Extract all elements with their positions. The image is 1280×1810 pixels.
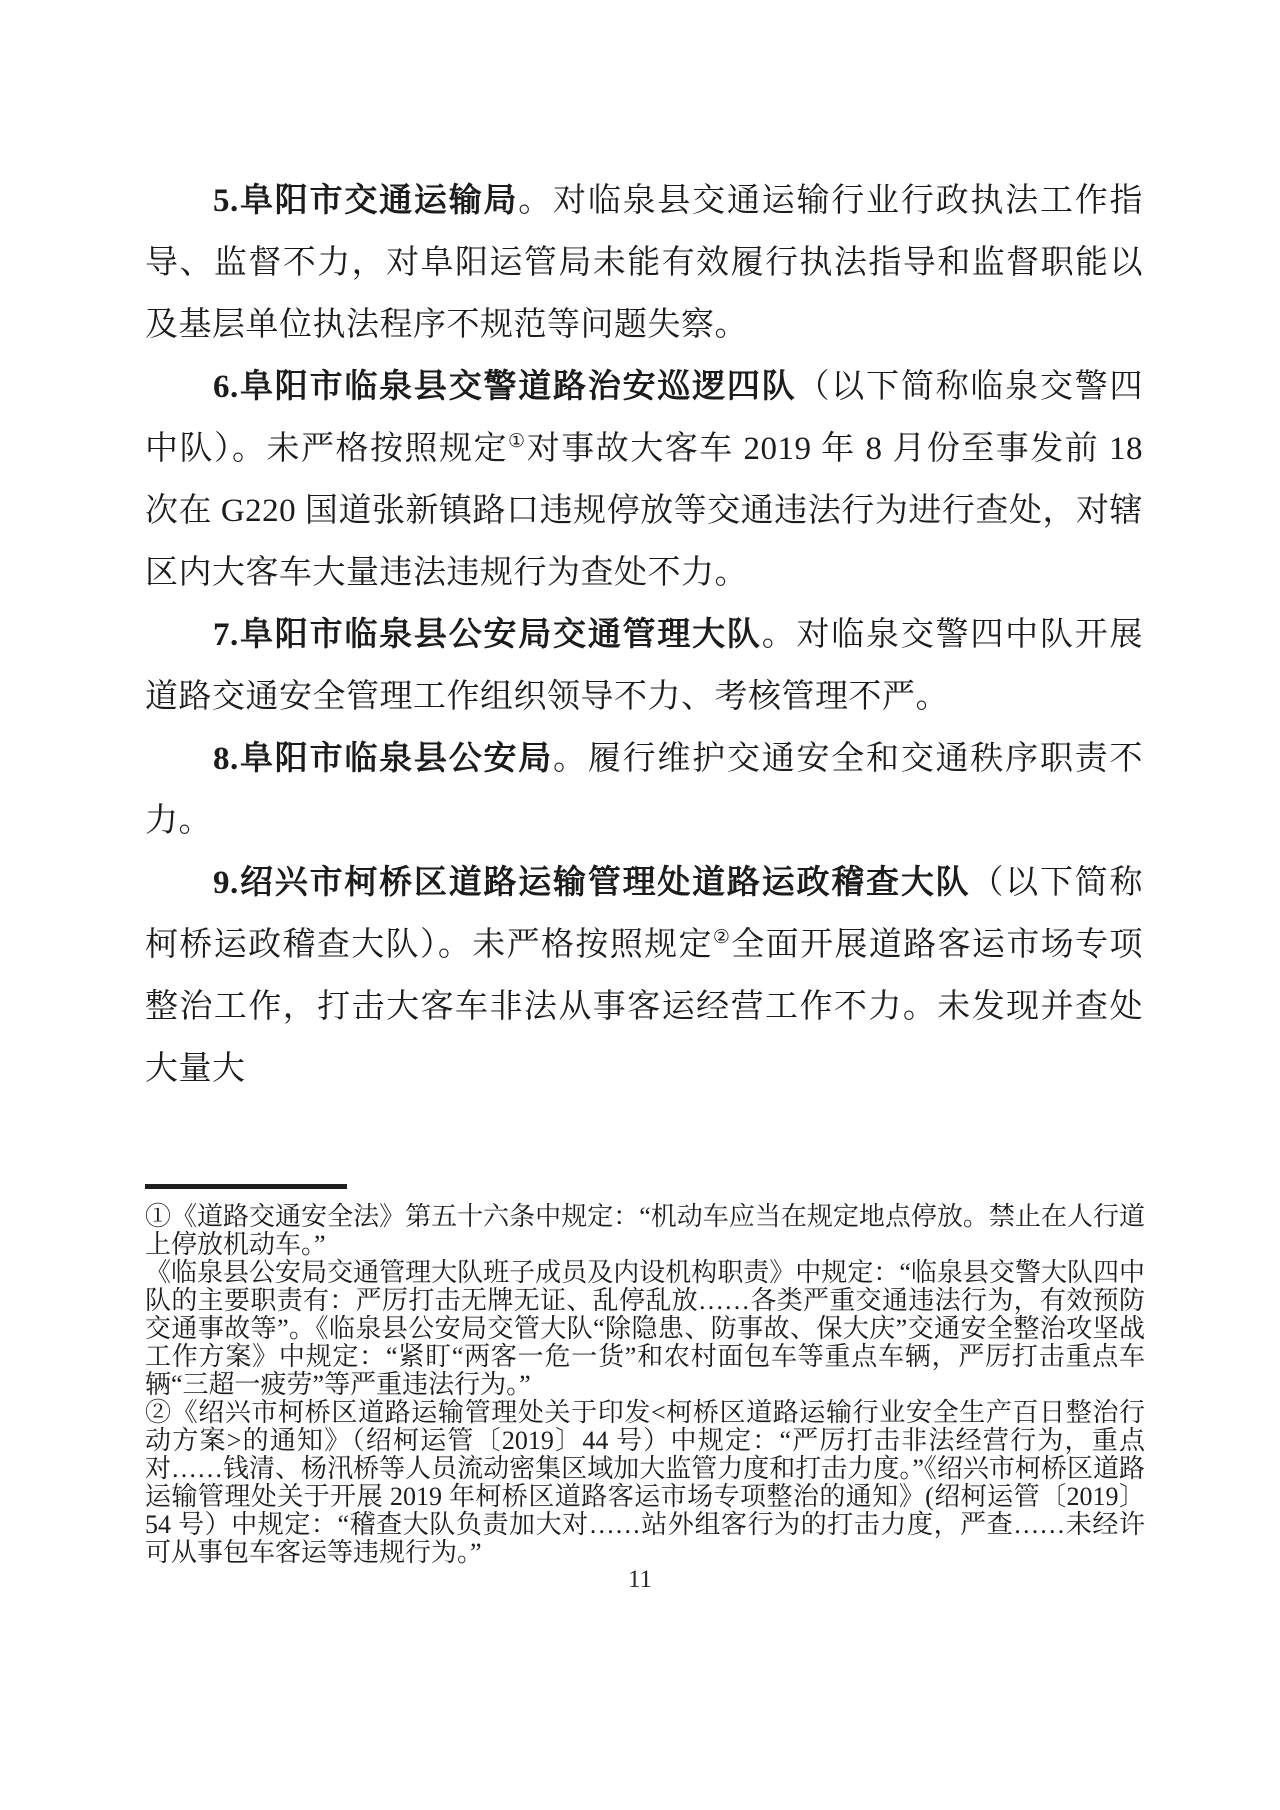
paragraph-text: 。对临泉交警四中队开展道路交通安全管理工作组织领导不力、考核管理不严。 [145, 617, 1144, 715]
paragraph-text: 。对临泉县交通运输行业行政执法工作指导、监督不力，对阜阳运管局未能有效履行执法指导和监督职能以及基层单位执法程序不规范等问题失察。 [145, 183, 1144, 343]
paragraph-text: 全面开展道路客运市场专项整治工作，打击大客车非法从事客运经营工作不力。未发现并查处大量大 [145, 927, 1144, 1087]
paragraph-item-5 [145, 170, 1143, 356]
paragraph-text: 。履行维护交通安全和交通秩序职责不力。 [145, 741, 1144, 839]
paragraph-text: （以下简称临泉交警四中队）。未严格按照规定 [145, 369, 1144, 467]
footnote-divider [145, 1184, 347, 1189]
paragraph-text: （以下简称柯桥运政稽查大队）。未严格按照规定 [145, 865, 1144, 963]
footnotes-section [145, 1184, 1145, 1567]
paragraph-heading: 9.绍兴市柯桥区道路运输管理处道路运政稽查大队 [213, 865, 971, 901]
page-number: 11 [627, 1566, 653, 1593]
paragraph-heading: 8.阜阳市临泉县公安局 [213, 741, 554, 777]
footnote-marker-1: ① [508, 431, 527, 452]
footnote-2: ②《绍兴市柯桥区道路运输管理处关于印发<柯桥区道路运输行业安全生产百日整治行动方案>的通知》（绍柯运管〔2019〕44 号）中规定：“严厉打击非法经营行为，重点对……钱清、杨汛桥等人员流动密集区域加大监管力度和打击力度。”《绍兴市柯桥区道路运输管理处关于开展 2019 年柯桥区道路客运市场专项整治的通知》(绍柯运管〔2019〕54 号）中规定：“稽查大队负责加大对……站外组客行为的打击力度，严查……未经许可从事包车客运等违规行为。” [145, 1398, 1145, 1567]
paragraph-item-9 [145, 852, 1143, 1100]
paragraph-heading: 6.阜阳市临泉县交警道路治安巡逻四队 [213, 369, 797, 405]
document-body [145, 170, 1143, 1100]
paragraph-text: 对事故大客车 2019 年 8 月份至事发前 18 次在 G220 国道张新镇路口违规停放等交通违法行为进行查处，对辖区内大客车大量违法违规行为查处不力。 [145, 431, 1144, 591]
footnote-1-continued: 《临泉县公安局交通管理大队班子成员及内设机构职责》中规定：“临泉县交警大队四中队的主要职责有：严厉打击无牌无证、乱停乱放……各类严重交通违法行为，有效预防交通事故等”。《临泉县公安局交管大队“除隐患、防事故、保大庆”交通安全整治攻坚战工作方案》中规定：“紧盯“两客一危一货”和农村面包车等重点车辆，严厉打击重点车辆“三超一疲劳”等严重违法行为。” [145, 1258, 1145, 1399]
footnote-marker-2: ② [712, 927, 732, 948]
paragraph-item-7 [145, 604, 1143, 728]
paragraph-heading: 7.阜阳市临泉县公安局交通管理大队 [213, 617, 762, 653]
paragraph-item-8 [145, 728, 1143, 852]
paragraph-heading: 5.阜阳市交通运输局 [213, 183, 519, 219]
footnote-1: ①《道路交通安全法》第五十六条中规定：“机动车应当在规定地点停放。禁止在人行道上停放机动车。” [145, 1202, 1145, 1259]
paragraph-item-6 [145, 356, 1143, 604]
